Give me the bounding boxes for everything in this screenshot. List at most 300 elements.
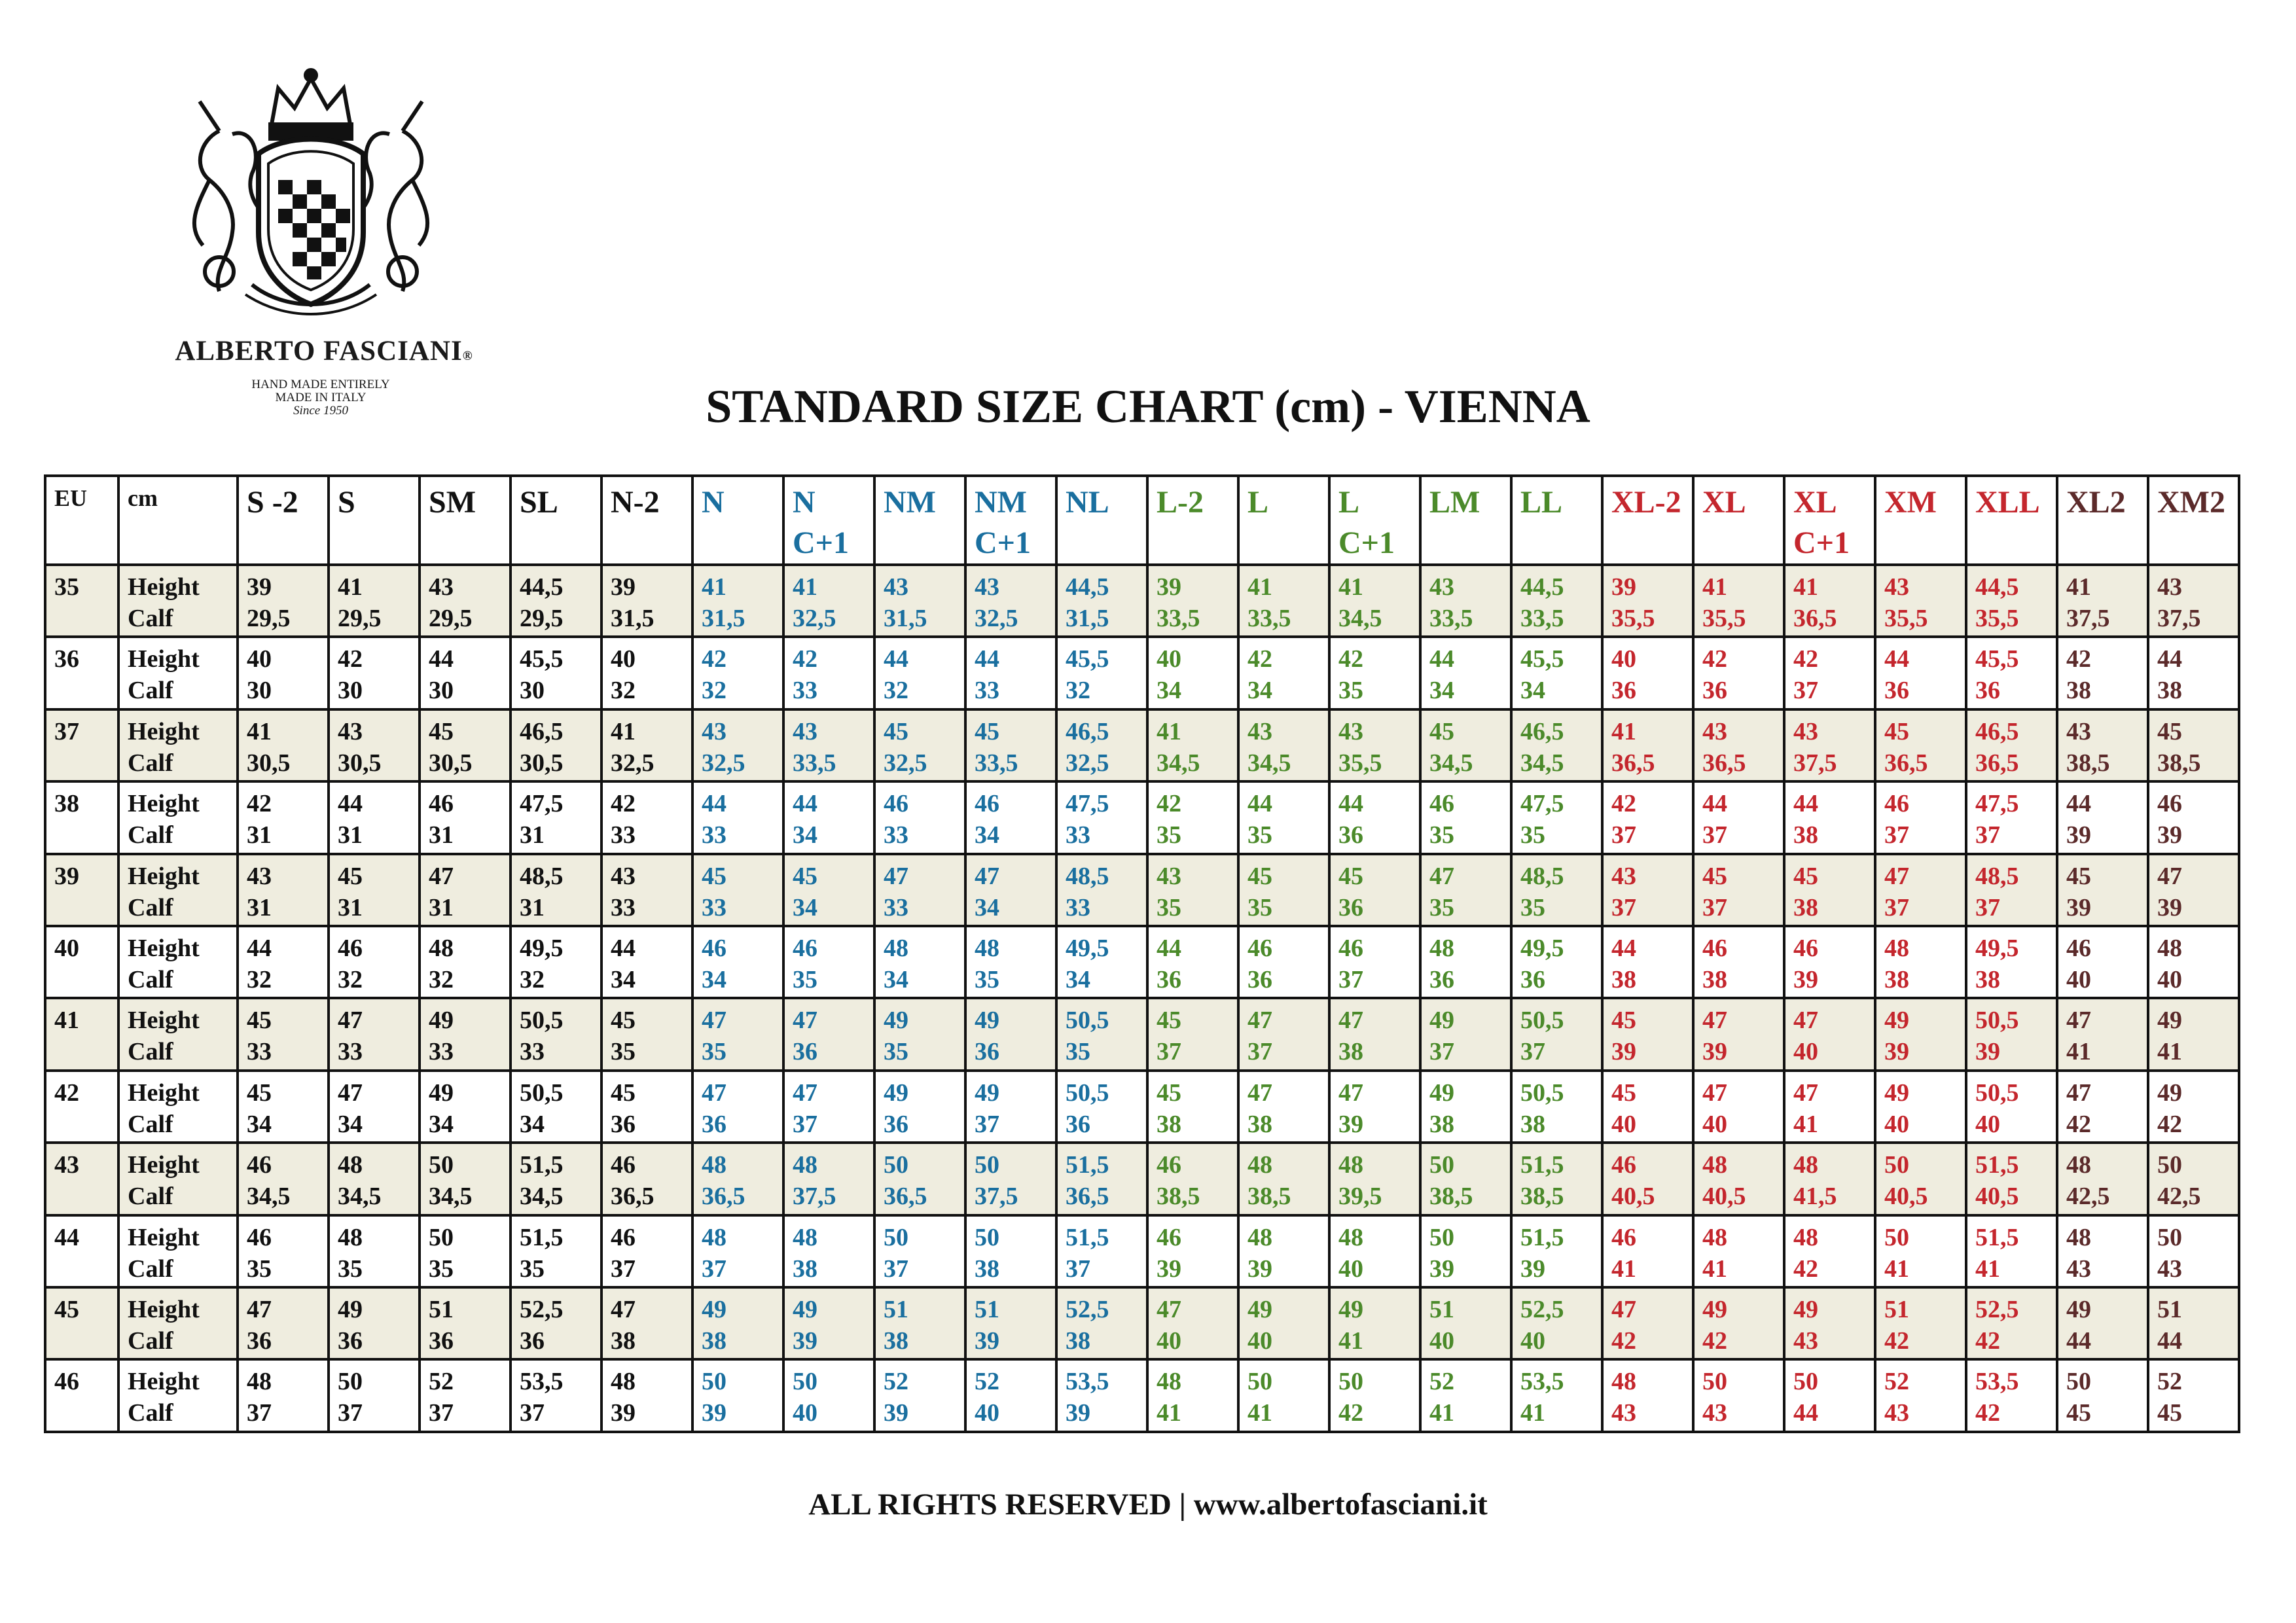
- calf-value: 29,5: [247, 605, 291, 632]
- height-value: 48: [1793, 1223, 1818, 1251]
- size-cell: [329, 709, 420, 781]
- size-cell: [1784, 637, 1875, 709]
- size-cell: [2148, 854, 2239, 926]
- calf-value: 42: [2157, 1110, 2182, 1138]
- column-header-variant: C+1: [1793, 526, 1850, 560]
- height-value: 43: [2066, 717, 2091, 745]
- size-chart-body: [45, 565, 2239, 1432]
- height-value: 45: [2157, 717, 2182, 745]
- calf-label: Calf: [128, 1327, 173, 1355]
- size-cell: [692, 1359, 783, 1432]
- calf-value: 34: [975, 821, 999, 849]
- height-value: 44: [1429, 645, 1454, 673]
- height-value: 46: [1702, 935, 1727, 963]
- height-value: 50,5: [520, 1007, 564, 1035]
- size-cell: [511, 709, 601, 781]
- calf-value: 41,5: [1793, 1183, 1837, 1211]
- calf-value: 37: [1975, 821, 2000, 849]
- calf-value: 36,5: [1702, 749, 1746, 777]
- height-value: 46: [1338, 935, 1363, 963]
- height-value: 43: [793, 717, 817, 745]
- size-cell: [783, 781, 874, 853]
- calf-value: 34: [702, 966, 726, 994]
- calf-value: 42,5: [2157, 1183, 2201, 1211]
- eu-size-cell: 38: [45, 781, 118, 853]
- height-value: 44: [247, 935, 272, 963]
- height-value: 41: [247, 717, 272, 745]
- height-value: 49,5: [1520, 935, 1564, 963]
- height-value: 52: [2157, 1368, 2182, 1396]
- size-cell: [2148, 926, 2239, 998]
- brand-logo: [124, 62, 530, 324]
- height-value: 43: [702, 717, 726, 745]
- height-value: 45: [702, 862, 726, 890]
- size-cell: [1147, 565, 1238, 637]
- size-cell: [1693, 926, 1784, 998]
- size-cell: [420, 998, 511, 1070]
- height-value: 48: [1157, 1368, 1181, 1396]
- column-header: [601, 476, 692, 565]
- calf-value: 35: [1066, 1038, 1090, 1066]
- size-cell: [1784, 1287, 1875, 1359]
- calf-value: 38: [702, 1327, 726, 1355]
- height-value: 43: [429, 573, 454, 601]
- size-cell: [783, 998, 874, 1070]
- size-cell: [1238, 926, 1329, 998]
- size-cell: [1056, 1359, 1147, 1432]
- size-cell: [1602, 854, 1693, 926]
- height-value: 49: [1429, 1007, 1454, 1035]
- height-value: 45: [611, 1079, 636, 1107]
- size-cell: [1329, 854, 1420, 926]
- calf-value: 33: [1066, 893, 1090, 921]
- height-value: 51: [2157, 1296, 2182, 1324]
- calf-value: 39: [1338, 1110, 1363, 1138]
- table-row: [45, 709, 2239, 781]
- calf-value: 31: [338, 821, 363, 849]
- calf-value: 36: [429, 1327, 454, 1355]
- header-row: [45, 476, 2239, 565]
- calf-value: 36,5: [1975, 749, 2019, 777]
- height-value: 47: [1247, 1007, 1272, 1035]
- calf-value: 33: [884, 893, 908, 921]
- height-value: 45,5: [1520, 645, 1564, 673]
- size-cell: [1147, 781, 1238, 853]
- calf-value: 32,5: [975, 605, 1018, 632]
- calf-value: 33: [702, 821, 726, 849]
- size-cell: [1875, 1071, 1966, 1143]
- height-value: 44: [975, 645, 999, 673]
- size-cell: [1238, 781, 1329, 853]
- calf-value: 37,5: [975, 1183, 1018, 1211]
- calf-value: 31: [338, 893, 363, 921]
- height-value: 45: [338, 862, 363, 890]
- table-row: [45, 1287, 2239, 1359]
- height-value: 48: [702, 1223, 726, 1251]
- height-value: 44: [1793, 790, 1818, 818]
- calf-value: 34,5: [1429, 749, 1473, 777]
- calf-value: 31: [429, 821, 454, 849]
- height-value: 41: [702, 573, 726, 601]
- height-value: 52: [1429, 1368, 1454, 1396]
- height-value: 46: [338, 935, 363, 963]
- height-value: 41: [1338, 573, 1363, 601]
- calf-value: 31,5: [702, 605, 745, 632]
- height-value: 46: [1611, 1223, 1636, 1251]
- height-value: 51,5: [1520, 1151, 1564, 1179]
- size-cell: [601, 781, 692, 853]
- column-header: [420, 476, 511, 565]
- calf-value: 35: [1157, 821, 1181, 849]
- size-cell: [1056, 1215, 1147, 1287]
- size-cell: [1420, 1143, 1511, 1215]
- height-value: 41: [1702, 573, 1727, 601]
- size-cell: [1693, 709, 1784, 781]
- height-value: 50: [338, 1368, 363, 1396]
- height-value: 43: [1702, 717, 1727, 745]
- height-value: 48: [793, 1151, 817, 1179]
- size-cell: [2148, 1287, 2239, 1359]
- height-value: 50,5: [1520, 1007, 1564, 1035]
- calf-value: 36,5: [1884, 749, 1928, 777]
- calf-value: 34,5: [1338, 605, 1382, 632]
- size-cell: [238, 1215, 329, 1287]
- calf-value: 39: [2066, 821, 2091, 849]
- height-value: 50,5: [1975, 1007, 2019, 1035]
- calf-value: 31,5: [884, 605, 927, 632]
- height-value: 46: [793, 935, 817, 963]
- calf-value: 40: [1793, 1038, 1818, 1066]
- size-cell: [601, 565, 692, 637]
- calf-value: 40: [793, 1399, 817, 1427]
- height-value: 47: [1611, 1296, 1636, 1324]
- height-value: 52,5: [520, 1296, 564, 1324]
- size-cell: [1693, 565, 1784, 637]
- size-cell: [329, 637, 420, 709]
- column-header: [1056, 476, 1147, 565]
- height-value: 48: [1611, 1368, 1636, 1396]
- size-cell: [1420, 565, 1511, 637]
- size-cell: [1238, 998, 1329, 1070]
- height-value: 41: [338, 573, 363, 601]
- size-cell: [2148, 998, 2239, 1070]
- calf-value: 37: [884, 1255, 908, 1283]
- size-cell: [783, 926, 874, 998]
- calf-value: 37: [1702, 821, 1727, 849]
- size-cell: [420, 854, 511, 926]
- size-cell: [1602, 1359, 1693, 1432]
- calf-value: 32: [1066, 677, 1090, 705]
- calf-value: 41: [1157, 1399, 1181, 1427]
- calf-value: 38: [1975, 966, 2000, 994]
- column-header: [965, 476, 1056, 565]
- footer-rights: ALL RIGHTS RESERVED | www.albertofasciani.it: [808, 1488, 1488, 1522]
- calf-value: 31: [520, 821, 545, 849]
- calf-value: 40: [1702, 1110, 1727, 1138]
- calf-value: 37: [247, 1399, 272, 1427]
- size-cell: [1966, 854, 2057, 926]
- height-value: 49: [2157, 1079, 2182, 1107]
- calf-value: 36: [975, 1038, 999, 1066]
- height-value: 42: [247, 790, 272, 818]
- height-value: 46: [1429, 790, 1454, 818]
- calf-value: 34,5: [1520, 749, 1564, 777]
- calf-label: Calf: [128, 1110, 173, 1138]
- size-cell: [2148, 565, 2239, 637]
- measure-label-cell: [118, 637, 238, 709]
- column-header-size: SM: [429, 485, 476, 520]
- height-value: 48: [975, 935, 999, 963]
- table-row: [45, 565, 2239, 637]
- calf-value: 41: [1520, 1399, 1545, 1427]
- size-cell: [238, 926, 329, 998]
- measure-label-cell: [118, 926, 238, 998]
- calf-value: 29,5: [338, 605, 382, 632]
- size-cell: [601, 1215, 692, 1287]
- calf-label: Calf: [128, 677, 173, 705]
- calf-value: 40,5: [1611, 1183, 1655, 1211]
- table-row: [45, 926, 2239, 998]
- height-value: 48,5: [1520, 862, 1564, 890]
- size-cell: [420, 1071, 511, 1143]
- height-value: 50: [429, 1151, 454, 1179]
- eu-size-cell: 39: [45, 854, 118, 926]
- height-value: 39: [1611, 573, 1636, 601]
- size-cell: [238, 998, 329, 1070]
- height-label: Height: [128, 1368, 200, 1396]
- height-value: 47: [1247, 1079, 1272, 1107]
- height-value: 48: [1429, 935, 1454, 963]
- height-value: 46: [2066, 935, 2091, 963]
- height-value: 48: [702, 1151, 726, 1179]
- height-label: Height: [128, 790, 200, 818]
- column-header-size: SL: [520, 485, 558, 520]
- column-header-size: L: [1338, 485, 1360, 520]
- size-cell: [1602, 637, 1693, 709]
- height-value: 51,5: [1975, 1151, 2019, 1179]
- size-cell: [1511, 1143, 1602, 1215]
- calf-value: 32: [429, 966, 454, 994]
- calf-value: 39: [1520, 1255, 1545, 1283]
- size-cell: [1420, 1287, 1511, 1359]
- size-cell: [420, 926, 511, 998]
- calf-value: 37: [1793, 677, 1818, 705]
- calf-value: 36,5: [702, 1183, 745, 1211]
- registered-mark: ®: [462, 349, 473, 363]
- size-cell: [1966, 1287, 2057, 1359]
- table-row: [45, 1143, 2239, 1215]
- height-value: 43: [247, 862, 272, 890]
- column-header-size: XM: [1884, 485, 1937, 520]
- height-value: 49: [429, 1079, 454, 1107]
- calf-value: 33: [520, 1038, 545, 1066]
- size-cell: [965, 1071, 1056, 1143]
- height-value: 47: [338, 1079, 363, 1107]
- calf-value: 35: [1157, 893, 1181, 921]
- column-header-size: NL: [1066, 485, 1109, 520]
- column-header: [1875, 476, 1966, 565]
- calf-value: 37: [611, 1255, 636, 1283]
- height-value: 42: [1157, 790, 1181, 818]
- size-cell: [1238, 1287, 1329, 1359]
- calf-value: 37: [1157, 1038, 1181, 1066]
- height-value: 43: [1429, 573, 1454, 601]
- column-header-variant: C+1: [793, 526, 850, 560]
- height-value: 46: [247, 1223, 272, 1251]
- calf-value: 33,5: [1157, 605, 1200, 632]
- height-value: 44: [1884, 645, 1909, 673]
- calf-value: 33: [611, 821, 636, 849]
- height-value: 44: [1157, 935, 1181, 963]
- measure-label-cell: [118, 1287, 238, 1359]
- height-value: 53,5: [520, 1368, 564, 1396]
- size-cell: [1784, 1071, 1875, 1143]
- size-cell: [1147, 637, 1238, 709]
- calf-value: 31: [247, 893, 272, 921]
- size-cell: [2057, 565, 2148, 637]
- calf-value: 33,5: [975, 749, 1018, 777]
- size-cell: [1511, 709, 1602, 781]
- height-value: 49: [338, 1296, 363, 1324]
- calf-value: 34,5: [1157, 749, 1200, 777]
- size-cell: [238, 1359, 329, 1432]
- size-cell: [1966, 709, 2057, 781]
- calf-value: 34: [247, 1110, 272, 1138]
- size-cell: [1693, 1143, 1784, 1215]
- calf-value: 35,5: [1702, 605, 1746, 632]
- height-value: 47: [429, 862, 454, 890]
- height-value: 45: [247, 1079, 272, 1107]
- height-value: 45: [1157, 1007, 1181, 1035]
- height-value: 43: [1338, 717, 1363, 745]
- height-value: 48: [1247, 1223, 1272, 1251]
- height-label: Height: [128, 1007, 200, 1035]
- calf-value: 32: [247, 966, 272, 994]
- height-value: 43: [1884, 573, 1909, 601]
- size-cell: [1602, 1215, 1693, 1287]
- size-cell: [1693, 1359, 1784, 1432]
- calf-value: 39: [1611, 1038, 1636, 1066]
- size-cell: [1056, 1143, 1147, 1215]
- calf-label: Calf: [128, 966, 173, 994]
- height-value: 46: [611, 1151, 636, 1179]
- height-value: 46: [1157, 1151, 1181, 1179]
- size-cell: [511, 1215, 601, 1287]
- eu-size-cell: 42: [45, 1071, 118, 1143]
- calf-value: 36: [1338, 893, 1363, 921]
- height-value: 44: [338, 790, 363, 818]
- height-value: 51: [975, 1296, 999, 1324]
- height-value: 43: [2157, 573, 2182, 601]
- height-value: 49,5: [1066, 935, 1109, 963]
- size-cell: [1147, 1143, 1238, 1215]
- calf-value: 30,5: [338, 749, 382, 777]
- calf-value: 35,5: [1338, 749, 1382, 777]
- size-cell: [783, 1071, 874, 1143]
- brand-name: [147, 335, 501, 367]
- calf-value: 35: [975, 966, 999, 994]
- size-cell: [2057, 998, 2148, 1070]
- calf-value: 32,5: [702, 749, 745, 777]
- size-cell: [329, 1287, 420, 1359]
- size-cell: [2148, 709, 2239, 781]
- height-value: 45: [1702, 862, 1727, 890]
- height-value: 52: [429, 1368, 454, 1396]
- height-value: 46: [1884, 790, 1909, 818]
- height-value: 46: [247, 1151, 272, 1179]
- size-cell: [783, 854, 874, 926]
- calf-value: 32,5: [1066, 749, 1109, 777]
- size-cell: [1875, 781, 1966, 853]
- calf-value: 42: [2066, 1110, 2091, 1138]
- calf-value: 45: [2066, 1399, 2091, 1427]
- calf-value: 43: [2157, 1255, 2182, 1283]
- calf-value: 31: [520, 893, 545, 921]
- size-cell: [2057, 1215, 2148, 1287]
- height-value: 51: [884, 1296, 908, 1324]
- calf-value: 38,5: [1157, 1183, 1200, 1211]
- column-header: [238, 476, 329, 565]
- table-row: [45, 854, 2239, 926]
- size-cell: [329, 998, 420, 1070]
- column-header-size: LL: [1520, 485, 1563, 520]
- calf-value: 37: [1066, 1255, 1090, 1283]
- column-header: [1147, 476, 1238, 565]
- calf-value: 36,5: [1066, 1183, 1109, 1211]
- calf-value: 36: [1338, 821, 1363, 849]
- column-header-size: N: [793, 485, 816, 520]
- calf-value: 37: [429, 1399, 454, 1427]
- size-cell: [1329, 1143, 1420, 1215]
- size-cell: [1511, 1215, 1602, 1287]
- column-header-size: XLL: [1975, 485, 2040, 520]
- measure-label-cell: [118, 1215, 238, 1287]
- size-cell: [1966, 1359, 2057, 1432]
- size-cell: [1693, 781, 1784, 853]
- size-cell: [1511, 637, 1602, 709]
- calf-value: 32: [338, 966, 363, 994]
- calf-value: 38: [1066, 1327, 1090, 1355]
- calf-value: 38,5: [2066, 749, 2110, 777]
- calf-value: 37: [1247, 1038, 1272, 1066]
- size-cell: [1602, 1287, 1693, 1359]
- height-value: 43: [611, 862, 636, 890]
- calf-value: 33: [884, 821, 908, 849]
- size-cell: [1602, 565, 1693, 637]
- size-cell: [2057, 1143, 2148, 1215]
- size-cell: [601, 637, 692, 709]
- size-cell: [1420, 998, 1511, 1070]
- height-value: 45,5: [520, 645, 564, 673]
- tagline-line-1: HAND MADE ENTIRELY: [251, 378, 390, 391]
- size-cell: [1056, 637, 1147, 709]
- size-cell: [1056, 1287, 1147, 1359]
- calf-value: 33: [611, 893, 636, 921]
- calf-value: 36: [247, 1327, 272, 1355]
- height-value: 49: [429, 1007, 454, 1035]
- height-value: 49: [1247, 1296, 1272, 1324]
- calf-value: 37: [1884, 821, 1909, 849]
- height-value: 42: [1247, 645, 1272, 673]
- calf-value: 35: [1429, 893, 1454, 921]
- calf-value: 33: [975, 677, 999, 705]
- size-cell: [1238, 1071, 1329, 1143]
- size-cell: [1693, 637, 1784, 709]
- size-cell: [511, 565, 601, 637]
- calf-value: 44: [1793, 1399, 1818, 1427]
- size-cell: [329, 781, 420, 853]
- height-value: 42: [2066, 645, 2091, 673]
